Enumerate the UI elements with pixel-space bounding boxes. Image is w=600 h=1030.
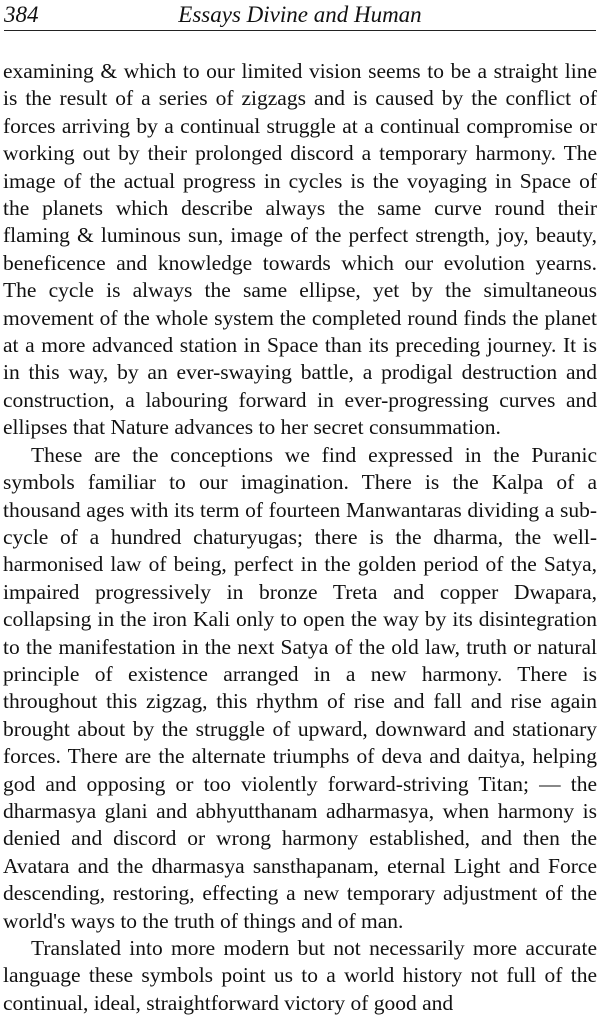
- page-header: [4, 0, 596, 31]
- paragraph-puranic-symbols: These are the conceptions we find expressed in the Puranic symbols familiar to our imagination. There is the Kalpa of a thousand ages with its term of fourteen Manwantaras dividing a sub-cycle of a hundred chaturyugas; there is the dharma, the well-harmonised law of being, perfect in the golden period of the Satya, impaired progressively in bronze Treta and copper Dwapara, collapsing in the iron Kali only to open the way by its disintegration to the manifestation in the next Satya of the old law, truth or natural principle of existence arranged in a new harmony. There is throughout this zigzag, this rhythm of rise and fall and rise again brought about by the struggle of upward, downward and stationary forces. There are the alternate triumphs of deva and daitya, helping god and opposing or too violently forward-striving Titan; — the dharmasya glani and abhyutthanam adharmasya, when harmony is denied and discord or wrong harmony established, and then the Avatara and the dharmasya sansthapanam, eternal Light and Force descending, restoring, effecting a new temporary adjustment of the world's ways to the truth of things and of man.: [3, 442, 597, 933]
- page-number: 384: [4, 2, 39, 27]
- paragraph-continued: examining & which to our limited vision seems to be a straight line is the result of a series of zigzags and is caused by the conflict of forces arriving by a continual struggle at a continual compromise or working out by their prolonged discord a temporary harmony. The image of the actual progress in cycles is the voyaging in Space of the planets which describe always the same curve round their flaming & luminous sun, image of the perfect strength, joy, beauty, beneficence and knowledge towards which our evolution yearns. The cycle is always the same ellipse, yet by the simultaneous movement of the whole system the completed round finds the planet at a more advanced station in Space than its preceding journey. It is in this way, by an ever-swaying battle, a prodigal destruction and construction, a labouring forward in ever-progressing curves and ellipses that Nature advances to her secret consummation.: [3, 59, 597, 440]
- running-title: Essays Divine and Human: [178, 2, 422, 27]
- body-text: [3, 58, 597, 1017]
- paragraph-translated: Translated into more modern but not necessarily more accurate language these symbols point us to a world history not full of the continual, ideal, straightforward victory of good and: [3, 936, 597, 1015]
